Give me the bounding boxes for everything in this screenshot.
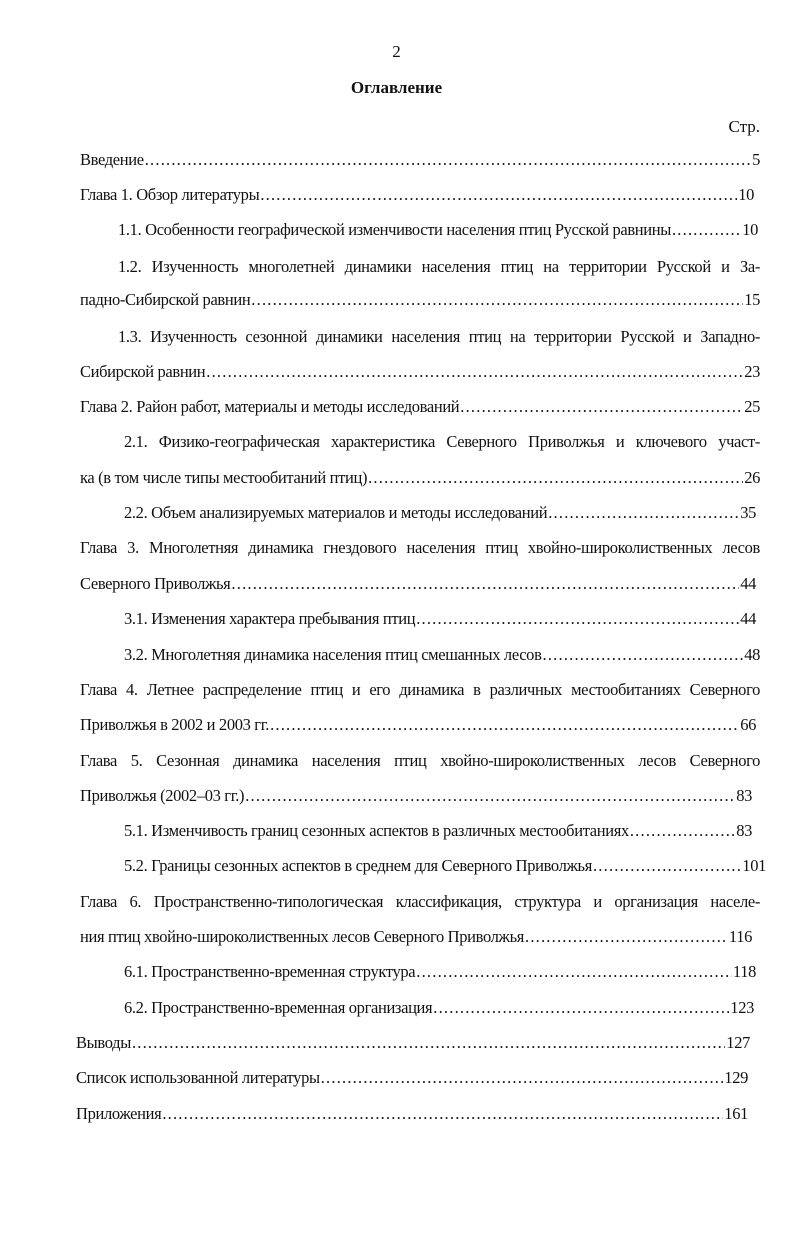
dot-leader xyxy=(251,290,743,310)
dot-leader xyxy=(543,645,744,665)
toc-entry-section-1-2-line2 xyxy=(80,290,760,310)
toc-entry-conclusions xyxy=(76,1033,750,1053)
toc-entry-section-6-2 xyxy=(124,998,754,1018)
toc-entry-section-6-1 xyxy=(124,962,756,982)
toc-entry-introduction xyxy=(80,150,760,170)
toc-entry-section-1-1 xyxy=(118,220,758,240)
toc-entry-chapter-3-line2 xyxy=(80,574,756,594)
dot-leader xyxy=(460,397,743,417)
toc-entry-chapter-2 xyxy=(80,397,760,417)
dot-leader xyxy=(593,856,741,876)
toc-entry-chapter-6-line2 xyxy=(80,927,752,947)
toc-entry-text: Глава 4. Летнее распределение птиц и его динамика в различных местообитаниях Северного xyxy=(80,680,760,699)
toc-page-number: 15 xyxy=(744,290,760,309)
toc-entry-text: Выводы xyxy=(76,1033,131,1052)
toc-entry-text: Список использованной литературы xyxy=(76,1068,320,1087)
toc-entry-text: ка (в том числе типы местообитаний птиц) xyxy=(80,468,368,487)
toc-entry-text: 1.1. Особенности географической изменчивости населения птиц Русской равнины xyxy=(118,220,671,239)
toc-entry-section-1-3-line1 xyxy=(118,327,760,347)
toc-page-number: 123 xyxy=(730,998,754,1017)
toc-entry-text: Северного Приволжья xyxy=(80,574,231,593)
dot-leader xyxy=(231,574,739,594)
toc-page-number: 116 xyxy=(728,927,752,946)
dot-leader xyxy=(132,1033,725,1053)
toc-page-number: 5 xyxy=(752,150,760,169)
toc-entry-text: Сибирской равнин xyxy=(80,362,206,381)
toc-page-number: 44 xyxy=(740,609,756,628)
toc-entry-section-2-1-line1 xyxy=(124,432,760,452)
toc-entry-section-3-2 xyxy=(124,645,760,665)
toc-entry-text: 2.2. Объем анализируемых материалов и методы исследований xyxy=(124,503,548,522)
toc-entry-text: 2.1. Физико-географическая характеристика Северного Приволжья и ключевого участ- xyxy=(124,432,760,451)
toc-entry-references xyxy=(76,1068,748,1088)
toc-entry-text: ния птиц хвойно-широколиственных лесов Северного Приволжья xyxy=(80,927,524,946)
dot-leader xyxy=(416,609,739,629)
toc-page-number: 101 xyxy=(742,856,766,875)
toc-entry-section-1-2-line1 xyxy=(118,257,760,277)
dot-leader xyxy=(433,998,729,1018)
dot-leader xyxy=(145,150,751,170)
toc-entry-section-2-2 xyxy=(124,503,756,523)
toc-page-number: 26 xyxy=(744,468,760,487)
dot-leader xyxy=(206,362,743,382)
toc-entry-text: Приложения xyxy=(76,1104,162,1123)
toc-page-number: 10 xyxy=(738,185,754,204)
toc-entry-chapter-4-line2 xyxy=(80,715,756,735)
toc-page-number: 25 xyxy=(744,397,760,416)
dot-leader xyxy=(162,1104,723,1124)
dot-leader xyxy=(525,927,728,947)
toc-entry-text: Глава 5. Сезонная динамика населения птиц хвойно-широколиственных лесов Северного xyxy=(80,751,760,770)
dot-leader xyxy=(321,1068,724,1088)
toc-entry-appendices xyxy=(76,1104,748,1124)
toc-entry-chapter-3-line1 xyxy=(80,538,760,558)
toc-entry-text: Глава 3. Многолетняя динамика гнездового населения птиц хвойно-широколиственных лесов xyxy=(80,538,760,557)
toc-page-number: 118 xyxy=(732,962,756,981)
toc-page-number: 127 xyxy=(726,1033,750,1052)
dot-leader xyxy=(416,962,732,982)
toc-entry-text: 5.1. Изменчивость границ сезонных аспектов в различных местообитаниях xyxy=(124,821,629,840)
dot-leader xyxy=(245,786,735,806)
toc-entry-chapter-5-line2 xyxy=(80,786,752,806)
toc-page-number: 48 xyxy=(744,645,760,664)
toc-entry-chapter-1 xyxy=(80,185,754,205)
toc-page-number: 66 xyxy=(740,715,756,734)
toc-entry-text: Приволжья в 2002 и 2003 гг. xyxy=(80,715,270,734)
toc-entry-text: Глава 1. Обзор литературы xyxy=(80,185,260,204)
dot-leader xyxy=(270,715,739,735)
toc-entry-text: 6.2. Пространственно-временная организация xyxy=(124,998,433,1017)
page-number: 2 xyxy=(392,42,401,61)
toc-entry-text: падно-Сибирской равнин xyxy=(80,290,251,309)
toc-page-number: 83 xyxy=(736,821,752,840)
toc-entry-text: 3.2. Многолетняя динамика населения птиц смешанных лесов xyxy=(124,645,542,664)
dot-leader xyxy=(368,468,743,488)
toc-entry-section-5-2 xyxy=(124,856,766,876)
dot-leader xyxy=(672,220,741,240)
dot-leader xyxy=(630,821,735,841)
page-title: Оглавление xyxy=(350,78,443,97)
toc-entry-chapter-6-line1 xyxy=(80,892,760,912)
toc-page-number: 10 xyxy=(742,220,758,239)
toc-entry-text: Глава 2. Район работ, материалы и методы исследований xyxy=(80,397,460,416)
toc-entry-text: 5.2. Границы сезонных аспектов в среднем для Северного Приволжья xyxy=(124,856,592,875)
toc-page-number: 129 xyxy=(724,1068,748,1087)
toc-page-number: 44 xyxy=(740,574,756,593)
toc-entry-text: 3.1. Изменения характера пребывания птиц xyxy=(124,609,416,628)
toc-entry-text: Приволжья (2002–03 гг.) xyxy=(80,786,245,805)
toc-entry-section-5-1 xyxy=(124,821,752,841)
toc-entry-section-3-1 xyxy=(124,609,756,629)
toc-entry-text: 1.2. Изученность многолетней динамики населения птиц на территории Русской и За- xyxy=(118,257,760,276)
toc-entry-text: Введение xyxy=(80,150,144,169)
toc-page-number: 35 xyxy=(740,503,756,522)
toc-page-number: 23 xyxy=(744,362,760,381)
dot-leader xyxy=(548,503,739,523)
toc-entry-chapter-5-line1 xyxy=(80,751,760,771)
toc-page-number: 161 xyxy=(724,1104,748,1123)
toc-entry-text: 1.3. Изученность сезонной динамики населения птиц на территории Русской и Западно- xyxy=(118,327,760,346)
dot-leader xyxy=(260,185,737,205)
toc-entry-section-1-3-line2 xyxy=(80,362,760,382)
toc-entry-text: Глава 6. Пространственно-типологическая классификация, структура и организация населе- xyxy=(80,892,760,911)
toc-entry-section-2-1-line2 xyxy=(80,468,760,488)
toc-entry-chapter-4-line1 xyxy=(80,680,760,700)
toc-page-number: 83 xyxy=(736,786,752,805)
page-column-label: Стр. xyxy=(728,117,760,136)
toc-entry-text: 6.1. Пространственно-временная структура xyxy=(124,962,416,981)
